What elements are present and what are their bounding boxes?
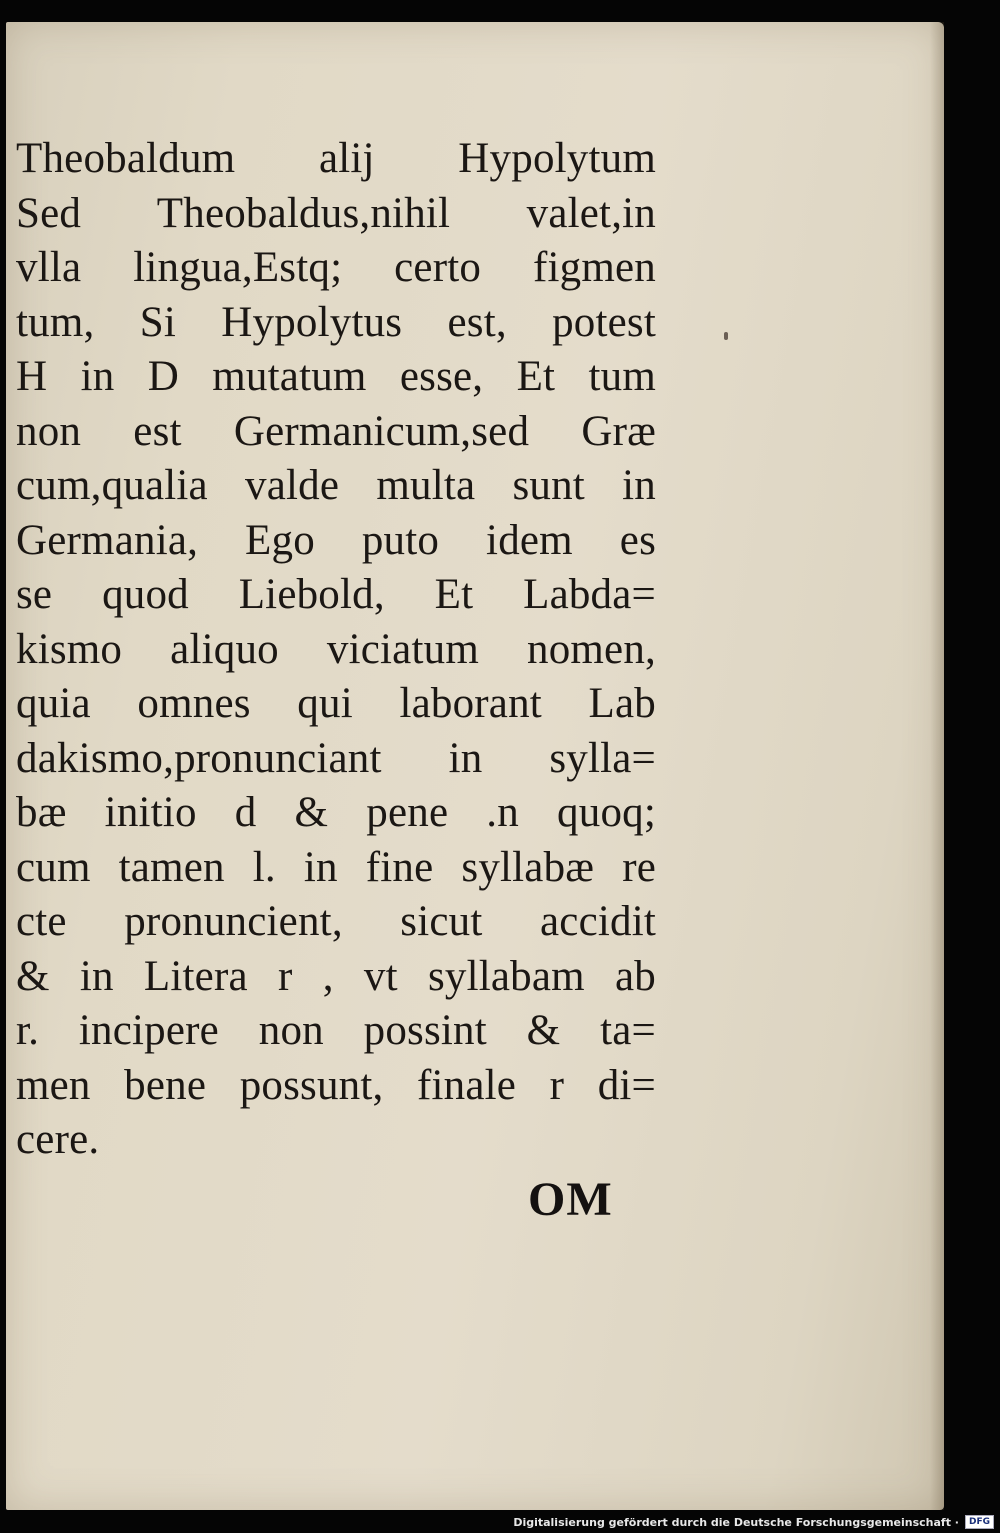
catchword: OM: [528, 1173, 613, 1226]
text-line-6: non est Germanicum,sed Græ: [16, 407, 656, 455]
text-line-14: cum tamen l. in fine syllabæ re: [16, 843, 656, 891]
text-line-19: cere.: [16, 1116, 100, 1163]
text-line-7: cum,qualia valde multa sunt in: [16, 462, 656, 509]
book-page: [6, 22, 944, 1510]
text-line-9: se quod Liebold, Et Labda=: [16, 571, 656, 618]
text-line-12: dakismo,pronunciant in sylla=: [16, 734, 656, 782]
text-line-17: r. incipere non possint & ta=: [16, 1007, 656, 1054]
text-block: [16, 132, 656, 1168]
ink-speck: [724, 332, 728, 340]
text-line-13: bæ initio d & pene .n quoq;: [16, 789, 656, 836]
funding-credit: Digitalisierung gefördert durch die Deutsche Forschungsgemeinschaft ·: [513, 1515, 959, 1529]
text-line-3: vlla lingua,Estq; certo figmen: [16, 244, 656, 291]
text-line-18: men bene possunt, finale r di=: [16, 1061, 656, 1109]
text-line-11: quia omnes qui laborant Lab: [16, 680, 656, 727]
text-line-1: Theobaldum alij Hypolytum: [16, 135, 656, 182]
digitization-footer: [0, 1511, 1000, 1533]
text-line-8: Germania, Ego puto idem es: [16, 516, 656, 564]
dfg-logo-icon: DFG: [965, 1515, 994, 1529]
text-line-2: Sed Theobaldus,nihil valet,in: [16, 189, 656, 237]
text-line-10: kismo aliquo viciatum nomen,: [16, 625, 656, 673]
page-edge-shadow: [930, 22, 944, 1510]
text-line-4: tum, Si Hypolytus est, potest: [16, 298, 656, 346]
text-line-5: H in D mutatum esse, Et tum: [16, 353, 656, 400]
text-line-16: & in Litera r , vt syllabam ab: [16, 952, 656, 1000]
text-line-15: cte pronuncient, sicut accidit: [16, 898, 656, 945]
